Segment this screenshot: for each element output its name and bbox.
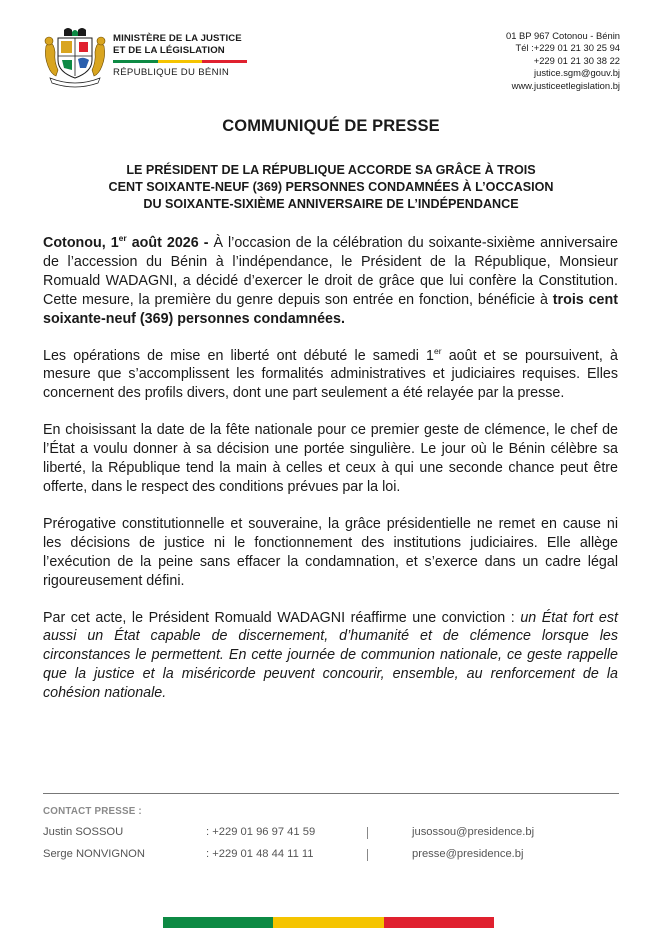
press-release-body <box>43 234 618 703</box>
contact-name: Serge NONVIGNON <box>43 848 145 860</box>
subtitle-line: CENT SOIXANTE-NEUF (369) PERSONNES CONDAMNÉES À L’OCCASION <box>108 180 554 194</box>
divider <box>43 793 619 794</box>
ministry-contact <box>506 30 620 92</box>
ministry-name-line1: MINISTÈRE DE LA JUSTICE <box>113 33 242 44</box>
subtitle-line: LE PRÉSIDENT DE LA RÉPUBLIQUE ACCORDE SA GRÂCE À TROIS <box>126 163 536 177</box>
contact-email[interactable]: presse@presidence.bj <box>412 848 524 860</box>
ministry-name-line2: ET DE LA LÉGISLATION <box>113 45 225 56</box>
contact-press-title: CONTACT PRESSE : <box>43 806 142 817</box>
flag-bar <box>163 917 494 928</box>
ministry-website: www.justiceetlegislation.bj <box>511 79 620 91</box>
republic-name: RÉPUBLIQUE DU BÉNIN <box>113 67 230 78</box>
flag-stripe <box>113 60 247 63</box>
ministry-phone-1: Tél :+229 01 21 30 25 94 <box>515 42 620 54</box>
paragraph-3: En choisissant la date de la fête nationale pour ce premier geste de clémence, le chef de l’État a voulu donner à sa décision une portée singulière. Le jour où le Bénin célèbre sa liberté, la République tend la main à celles et ceux à qui une seconde chance peut être offerte, dans le respect des conditions prévues par la loi. <box>43 422 618 495</box>
ministry-phone-2: +229 01 21 30 38 22 <box>533 54 620 66</box>
contact-phone: : +229 01 48 44 11 11 <box>206 848 314 860</box>
contact-phone: : +229 01 96 97 41 59 <box>206 826 316 838</box>
highlight-count: trois cent soixante-neuf (369) personnes condamnées. <box>43 291 618 327</box>
ministry-block <box>113 33 273 79</box>
contact-name: Justin SOSSOU <box>43 826 124 838</box>
separator <box>367 849 368 861</box>
paragraph-5: Par cet acte, le Président Romuald WADAGNI réaffirme une conviction : un État fort est aussi un État capable de discernement, d’humanité et de clémence lorsque les circonstances le permettent. En cette journée de communion nationale, ce geste rappelle que la justice et la miséricorde peuvent concourir, ensemble, au renforcement de la cohésion nationale. <box>43 609 619 702</box>
paragraph-4: Prérogative constitutionnelle et souveraine, la grâce présidentielle ne remet en cause ni les décisions de justice ni le fonctionnement des institutions judiciaires. Elle allège l’exécution de la peine sans effacer la condamnation, et s’exerce dans un cadre légal rigoureusement défini. <box>43 515 618 589</box>
subtitle-line: DU SOIXANTE-SIXIÈME ANNIVERSAIRE DE L’INDÉPENDANCE <box>143 197 519 211</box>
paragraph-2: Les opérations de mise en liberté ont débuté le samedi 1er août et se poursuivent, à mesure que s’accomplissent les formalités administratives et judiciaires requises. Elles concernent des profils divers, dont une part seulement a été relayée par la presse. <box>43 345 618 402</box>
ministry-email: justice.sgm@gouv.bj <box>534 67 620 79</box>
page-title: COMMUNIQUÉ DE PRESSE <box>222 117 440 135</box>
ministry-address: 01 BP 967 Cotonou - Bénin <box>506 30 620 41</box>
italic-quote: un État fort est aussi un État capable de discernement, d’humanité et de clémence lorsque les circonstances le permettent. En cette journée de communion nationale, ce geste rappelle que la justice et la miséricorde peuvent concourir, ensemble, au renforcement de la cohésion nationale. <box>43 609 619 702</box>
subtitle <box>40 162 622 213</box>
dateline: Cotonou, 1er août 2026 - <box>43 233 209 251</box>
contact-email[interactable]: jusossou@presidence.bj <box>412 826 535 838</box>
benin-coat-of-arms-icon <box>42 26 108 88</box>
separator <box>367 827 368 839</box>
paragraph-1: Cotonou, 1er août 2026 - À l’occasion de la célébration du soixante-sixième anniversaire de l’accession du Bénin à l’indépendance, le Président de la République, Monsieur Romuald WADAGNI, a décidé d’exercer le droit de grâce que lui confère la Constitution. Cette mesure, la première du genre depuis son entrée en fonction, bénéficie à trois cent soixante-neuf (369) personnes condamnées. <box>43 233 618 327</box>
